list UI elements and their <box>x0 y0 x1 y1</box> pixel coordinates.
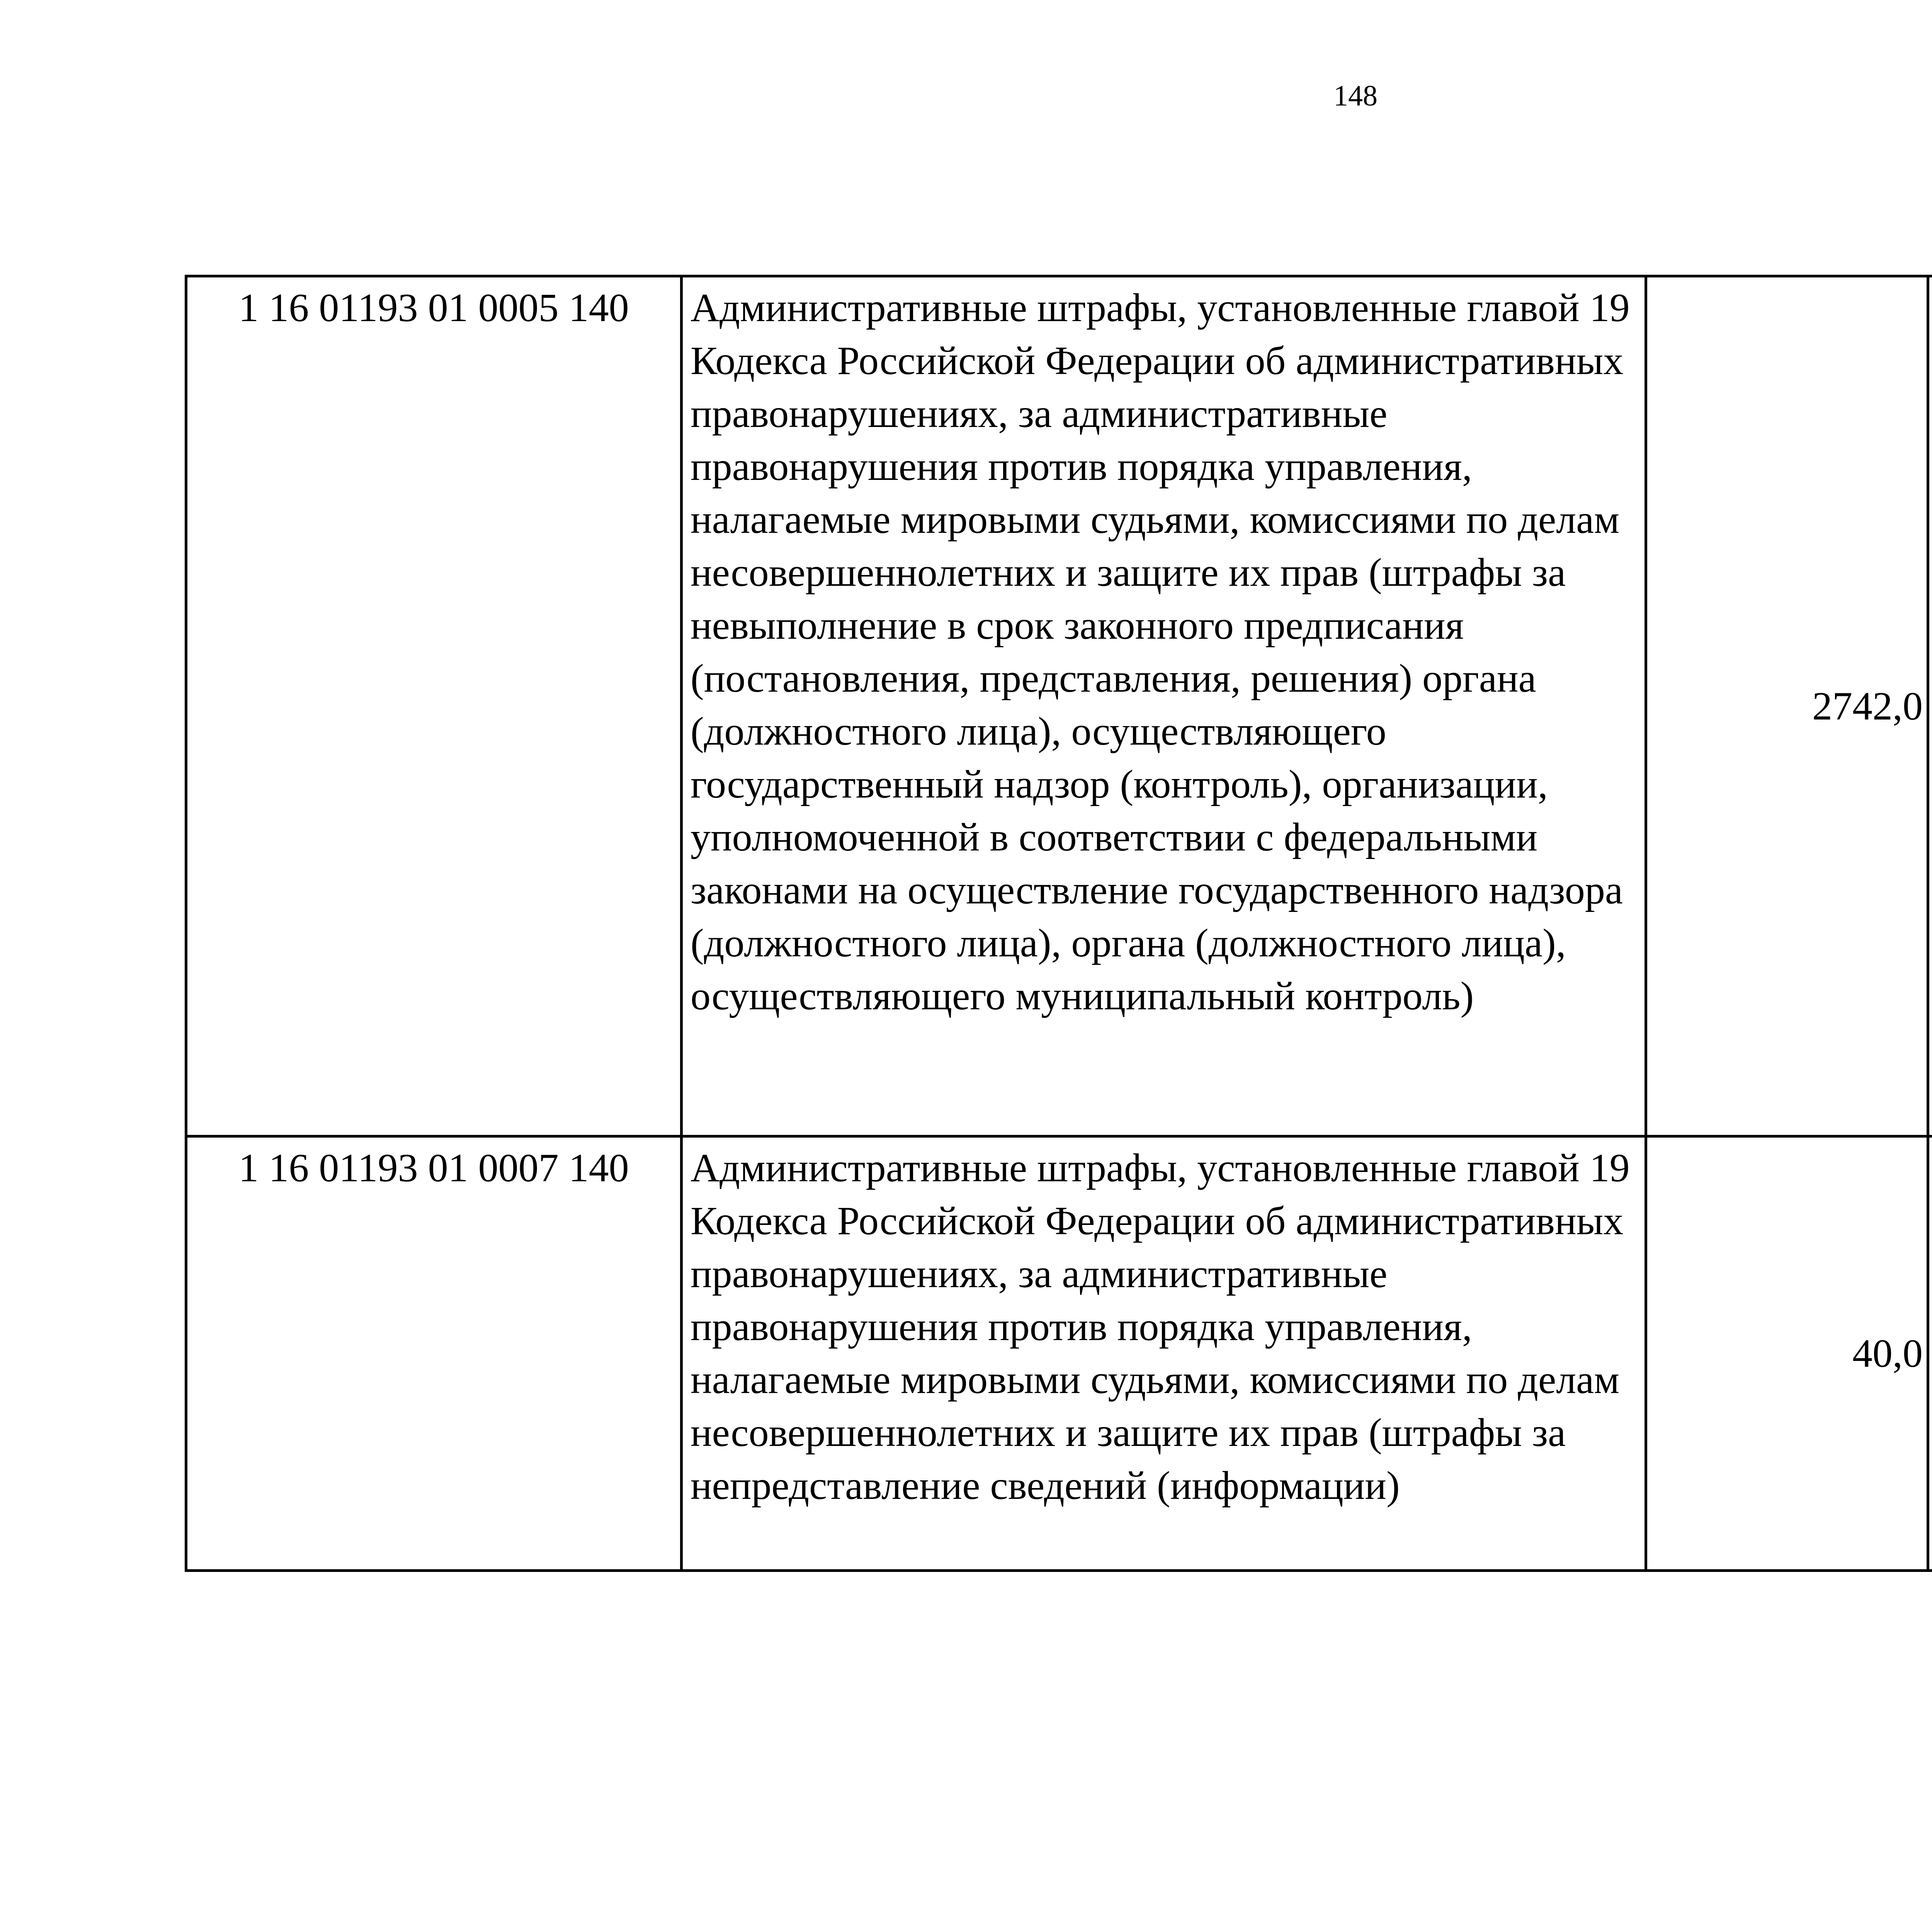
table-row <box>186 276 1932 1136</box>
budget-table <box>185 275 1932 1572</box>
value-cell-2 <box>1928 276 1932 1136</box>
value-cell-1: 2742,0 <box>1646 276 1928 1136</box>
page-number: 148 <box>1333 80 1378 112</box>
budget-code-cell: 1 16 01193 01 0005 140 <box>186 276 682 1136</box>
budget-code-cell: 1 16 01193 01 0007 140 <box>186 1136 682 1571</box>
value-cell-2 <box>1928 1136 1932 1571</box>
description-cell: Административные штрафы, установленные главой 19 Кодекса Российской Федерации об административных правонарушениях, за административные правонарушения против порядка управления, налагаемые мировыми судьями, комиссиями по делам несовершеннолетних и защите их прав (штрафы за непредставление сведений (информации) <box>682 1136 1646 1571</box>
value-cell-1: 40,0 <box>1646 1136 1928 1571</box>
description-cell: Административные штрафы, установленные главой 19 Кодекса Российской Федерации об административных правонарушениях, за административные правонарушения против порядка управления, налагаемые мировыми судьями, комиссиями по делам несовершеннолетних и защите их прав (штрафы за невыполнение в срок законного предписания (постановления, представления, решения) органа (должностного лица), осуществляющего государственный надзор (контроль), организации, уполномоченной в соответствии с федеральными законами на осуществление государственного надзора (должностного лица), органа (должностного лица), осуществляющего муниципальный контроль) <box>682 276 1646 1136</box>
table-row <box>186 1136 1932 1571</box>
